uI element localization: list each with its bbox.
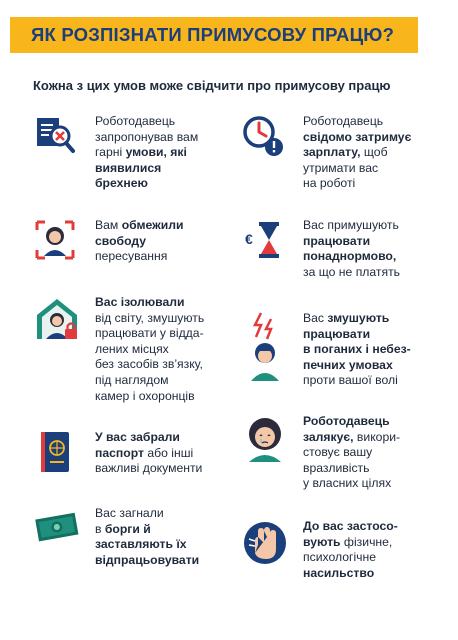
text-line <box>95 553 199 569</box>
item-text <box>95 506 199 568</box>
text-line: Вас загнали <box>95 506 164 520</box>
text-segment-bold: вують <box>303 534 341 549</box>
text-segment: гарні <box>95 145 126 160</box>
text-segment-bold: змушують <box>327 311 390 325</box>
lightning-stressed-worker-icon <box>241 311 285 381</box>
text-line <box>303 430 400 446</box>
text-segment-bold: свідомо затримує <box>303 129 412 144</box>
text-segment-bold: свободу <box>95 233 147 248</box>
subtitle: Кожна з цих умов може свідчити про примусову працю <box>33 78 391 93</box>
text-line: камер і охоронців <box>95 388 195 403</box>
text-line <box>303 249 400 265</box>
item-text <box>303 311 411 389</box>
item-text <box>303 414 400 492</box>
passport-icon <box>33 430 77 474</box>
text-line: на роботі <box>303 176 356 191</box>
text-segment-bold: зарплату, <box>303 145 361 160</box>
text-segment: або інші <box>143 445 194 460</box>
item-text <box>95 430 202 477</box>
text-line <box>95 176 198 192</box>
text-segment: Вам <box>95 218 122 232</box>
text-segment-bold: До вас застосо- <box>303 519 398 533</box>
text-line: запропонував вам <box>95 129 199 144</box>
text-line <box>303 519 398 535</box>
text-line: утримати вас <box>303 160 379 175</box>
text-line <box>95 430 202 446</box>
text-line <box>95 295 204 311</box>
person-confined-icon <box>33 218 77 262</box>
text-line <box>303 358 411 374</box>
svg-text:€: € <box>245 231 253 247</box>
euro-hourglass-icon <box>241 218 285 262</box>
text-segment-bold: обмежили <box>121 218 184 232</box>
item-text <box>303 218 400 280</box>
crying-woman-icon <box>241 414 289 462</box>
text-line: пересування <box>95 249 168 264</box>
text-segment-bold: печних умовах <box>303 357 393 372</box>
text-line <box>95 161 198 177</box>
text-segment-bold: Роботодавець <box>303 414 390 428</box>
text-line: під наглядом <box>95 372 169 387</box>
item-text <box>303 519 398 581</box>
text-line: важливі документи <box>95 461 203 476</box>
item-text <box>95 295 204 404</box>
text-segment-bold: У вас забрали <box>95 430 180 444</box>
text-line: від світу, змушують <box>95 310 205 325</box>
text-line: психологічне <box>303 550 377 565</box>
text-line: вразливість <box>303 460 370 475</box>
item-text <box>303 114 411 192</box>
text-segment: в <box>95 521 105 536</box>
text-line <box>95 446 202 462</box>
text-segment-bold: умови, які <box>125 145 187 160</box>
text-line <box>95 218 184 234</box>
banknotes-icon <box>33 506 81 550</box>
text-segment-bold: паспорт <box>95 445 144 460</box>
text-segment-bold: брехнею <box>95 176 148 191</box>
text-line <box>303 311 411 327</box>
text-segment-bold: насильство <box>303 565 375 580</box>
text-line <box>303 234 400 250</box>
hand-stop-violence-icon <box>241 519 289 567</box>
isolated-person-locked-icon <box>33 295 81 343</box>
text-line: стовує вашу <box>303 445 373 460</box>
text-line: у власних цілях <box>303 476 392 491</box>
text-line <box>303 566 398 582</box>
text-line <box>303 414 400 430</box>
item-text <box>95 218 184 265</box>
text-segment: фізичне, <box>340 534 393 549</box>
text-segment-bold: заставляють їх <box>95 537 187 552</box>
text-line <box>303 342 411 358</box>
text-line: працювати у відда- <box>95 326 204 341</box>
text-line: Роботодавець <box>95 114 176 128</box>
text-segment: викори- <box>353 429 401 444</box>
text-segment-bold: понаднормово, <box>303 249 397 264</box>
text-line: за що не платять <box>303 264 401 279</box>
text-segment: щоб <box>360 145 388 160</box>
text-line: проти вашої волі <box>303 373 398 388</box>
text-segment-bold: працювати <box>303 233 371 248</box>
title-banner <box>10 17 418 53</box>
text-segment-bold: залякує, <box>303 429 354 444</box>
text-line: Роботодавець <box>303 114 384 128</box>
clock-alert-icon <box>241 114 285 158</box>
text-line: лених місцях <box>95 341 169 356</box>
text-line <box>95 522 199 538</box>
text-line <box>303 327 411 343</box>
text-segment-bold: борги й <box>104 521 151 536</box>
text-line <box>303 535 398 551</box>
text-line: Вас примушують <box>303 218 399 232</box>
text-segment-bold: Вас ізолювали <box>95 295 185 309</box>
text-segment: Вас <box>303 311 328 325</box>
text-line <box>303 145 411 161</box>
magnifier-document-x-icon <box>33 114 77 158</box>
text-line <box>95 234 184 250</box>
text-line <box>95 537 199 553</box>
text-line: без засобів зв’язку, <box>95 357 203 372</box>
text-segment-bold: працювати <box>303 326 371 341</box>
text-line <box>303 130 411 146</box>
text-line <box>95 145 198 161</box>
text-segment-bold: в поганих і небез- <box>303 342 411 357</box>
text-segment-bold: відпрацьовувати <box>95 552 200 567</box>
item-text <box>95 114 198 192</box>
text-segment-bold: виявилися <box>95 160 162 175</box>
page-title: ЯК РОЗПІЗНАТИ ПРИМУСОВУ ПРАЦЮ? <box>31 24 395 45</box>
